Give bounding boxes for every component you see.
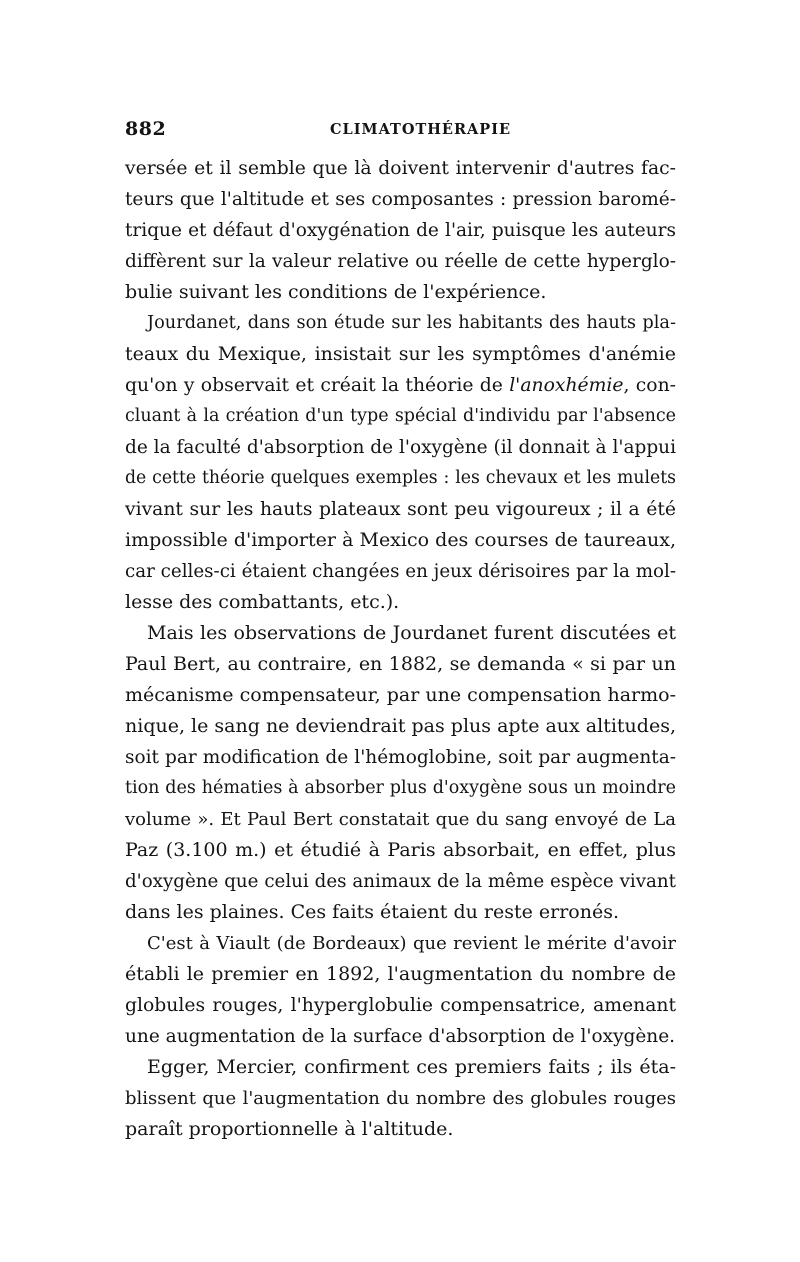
text-line: lesse des combattants, etc.). [125,591,400,613]
page-number: 882 [125,118,167,140]
body-text [125,153,676,1145]
text-line: Paz (3.100 m.) et étudié à Paris absorbait, en effet, plus [125,839,676,861]
text-line: bulie suivant les conditions de l'expérience. [125,281,547,303]
text-line-with-italic [125,370,676,401]
paragraph-3 [125,618,676,928]
text-line: teaux du Mexique, insistait sur les symptômes d'anémie [125,343,676,365]
text-segment: , con- [623,375,676,396]
text-line: Jourdanet, dans son étude sur les habitants des hauts pla- [147,313,676,333]
text-segment: qu'on y observait et créait la théorie de [125,375,503,396]
italic-term: l'anoxhémie [509,375,624,396]
text-line: car celles-ci étaient changées en jeux dérisoires par la mol- [125,561,676,582]
text-line: globules rouges, l'hyperglobulie compensatrice, amenant [125,995,676,1016]
paragraph-1 [125,153,676,308]
text-line: trique et défaut d'oxygénation de l'air, puisque les auteurs [125,220,676,241]
running-head [125,118,676,148]
text-line: versée et il semble que là doivent intervenir d'autres fac- [125,158,676,179]
text-line: Egger, Mercier, confirment ces premiers faits ; ils éta- [147,1056,676,1078]
text-line: de la faculté d'absorption de l'oxygène (il donnait à l'appui [125,437,676,458]
text-line: établi le premier en 1892, l'augmentation du nombre de [125,963,676,985]
text-line: blissent que l'augmentation du nombre des globules rouges [125,1088,676,1109]
text-line: cluant à la création d'un type spécial d'individu par l'absence [125,406,676,426]
text-line: vivant sur les hauts plateaux sont peu vigoureux ; il a été [125,499,676,520]
text-line: impossible d'importer à Mexico des courses de taureaux, [125,529,676,551]
paragraph-2 [125,308,676,618]
text-line: soit par modification de l'hémoglobine, soit par augmenta- [125,747,676,768]
text-line: volume ». Et Paul Bert constatait que du sang envoyé de La [125,809,676,830]
text-line: nique, le sang ne deviendrait pas plus apte aux altitudes, [125,715,676,737]
text-line: tion des hématies à absorber plus d'oxygène sous un moindre [125,778,676,798]
paragraph-5 [125,1052,676,1145]
text-line: Paul Bert, au contraire, en 1882, se demanda « si par un [125,653,676,675]
text-line: de cette théorie quelques exemples : les chevaux et les mulets [125,468,676,488]
text-line: diffèrent sur la valeur relative ou réelle de cette hyperglo- [125,251,676,272]
text-line: une augmentation de la surface d'absorption de l'oxygène. [125,1026,676,1047]
text-line: Mais les observations de Jourdanet furent discutées et [147,622,676,644]
text-line: mécanisme compensateur, par une compensation harmo- [125,684,676,706]
paragraph-4 [125,928,676,1052]
text-line: d'oxygène que celui des animaux de la même espèce vivant [125,871,676,892]
text-line: paraît proportionnelle à l'altitude. [125,1118,454,1140]
text-line: dans les plaines. Ces faits étaient du reste erronés. [125,901,620,923]
text-line: C'est à Viault (de Bordeaux) que revient le mérite d'avoir [147,933,676,954]
text-line: teurs que l'altitude et ses composantes : pression baromé- [125,189,676,210]
running-title: CLIMATOTHÉRAPIE [330,121,512,138]
